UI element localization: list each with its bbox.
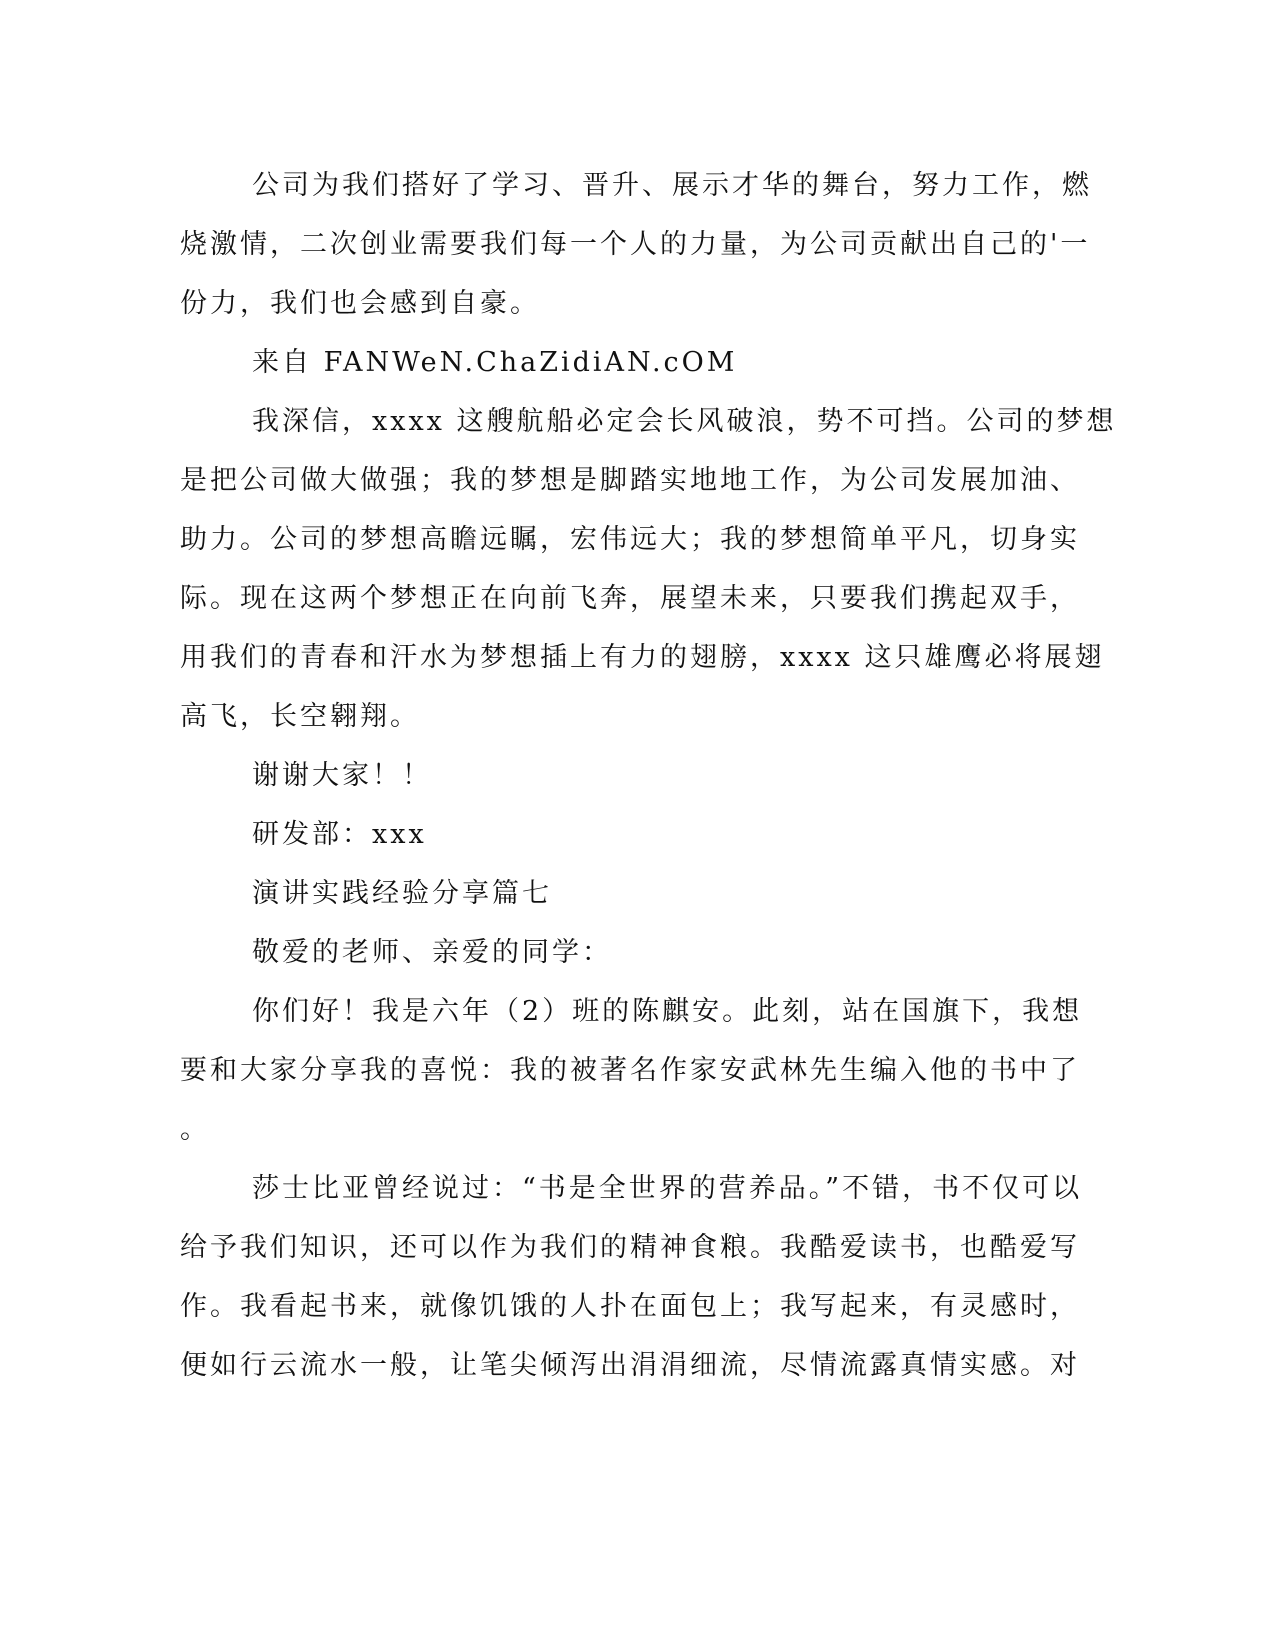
section-title: 演讲实践经验分享篇七 xyxy=(252,878,552,909)
text-line: 际。现在这两个梦想正在向前飞奔，展望未来，只要我们携起双手， xyxy=(180,583,1080,614)
text-line: 便如行云流水一般，让笔尖倾泻出涓涓细流，尽情流露真情实感。对 xyxy=(180,1350,1080,1381)
text-line: 给予我们知识，还可以作为我们的精神食粮。我酷爱读书，也酷爱写 xyxy=(180,1232,1080,1263)
text-line: 高飞，长空翱翔。 xyxy=(180,701,420,732)
text-line: 助力。公司的梦想高瞻远瞩，宏伟远大；我的梦想简单平凡，切身实 xyxy=(180,524,1080,555)
text-line: 作。我看起书来，就像饥饿的人扑在面包上；我写起来，有灵感时， xyxy=(180,1291,1080,1322)
salutation-line: 敬爱的老师、亲爱的同学： xyxy=(252,937,612,968)
text-line: 用我们的青春和汗水为梦想插上有力的翅膀，xxxx 这只雄鹰必将展翅 xyxy=(180,642,1105,673)
text-line: 。 xyxy=(180,1114,210,1145)
text-line: 你们好！我是六年（2）班的陈麒安。此刻，站在国旗下，我想 xyxy=(252,996,1083,1027)
thanks-line: 谢谢大家！！ xyxy=(252,760,432,791)
text-line: 公司为我们搭好了学习、晋升、展示才华的舞台，努力工作，燃 xyxy=(252,170,1092,201)
source-line: 来自 FANWeN.ChaZidiAN.cOM xyxy=(252,347,738,378)
text-line: 份力，我们也会感到自豪。 xyxy=(180,288,540,319)
text-line: 是把公司做大做强；我的梦想是脚踏实地地工作，为公司发展加油、 xyxy=(180,465,1080,496)
signature-line: 研发部：xxx xyxy=(252,819,427,850)
text-line: 莎士比亚曾经说过：“书是全世界的营养品。”不错，书不仅可以 xyxy=(252,1173,1083,1204)
text-line: 烧激情，二次创业需要我们每一个人的力量，为公司贡献出自己的'一 xyxy=(180,229,1091,260)
text-line: 要和大家分享我的喜悦：我的被著名作家安武林先生编入他的书中了 xyxy=(180,1055,1080,1086)
document-body xyxy=(180,156,1117,1395)
text-line: 我深信，xxxx 这艘航船必定会长风破浪，势不可挡。公司的梦想 xyxy=(252,406,1117,437)
